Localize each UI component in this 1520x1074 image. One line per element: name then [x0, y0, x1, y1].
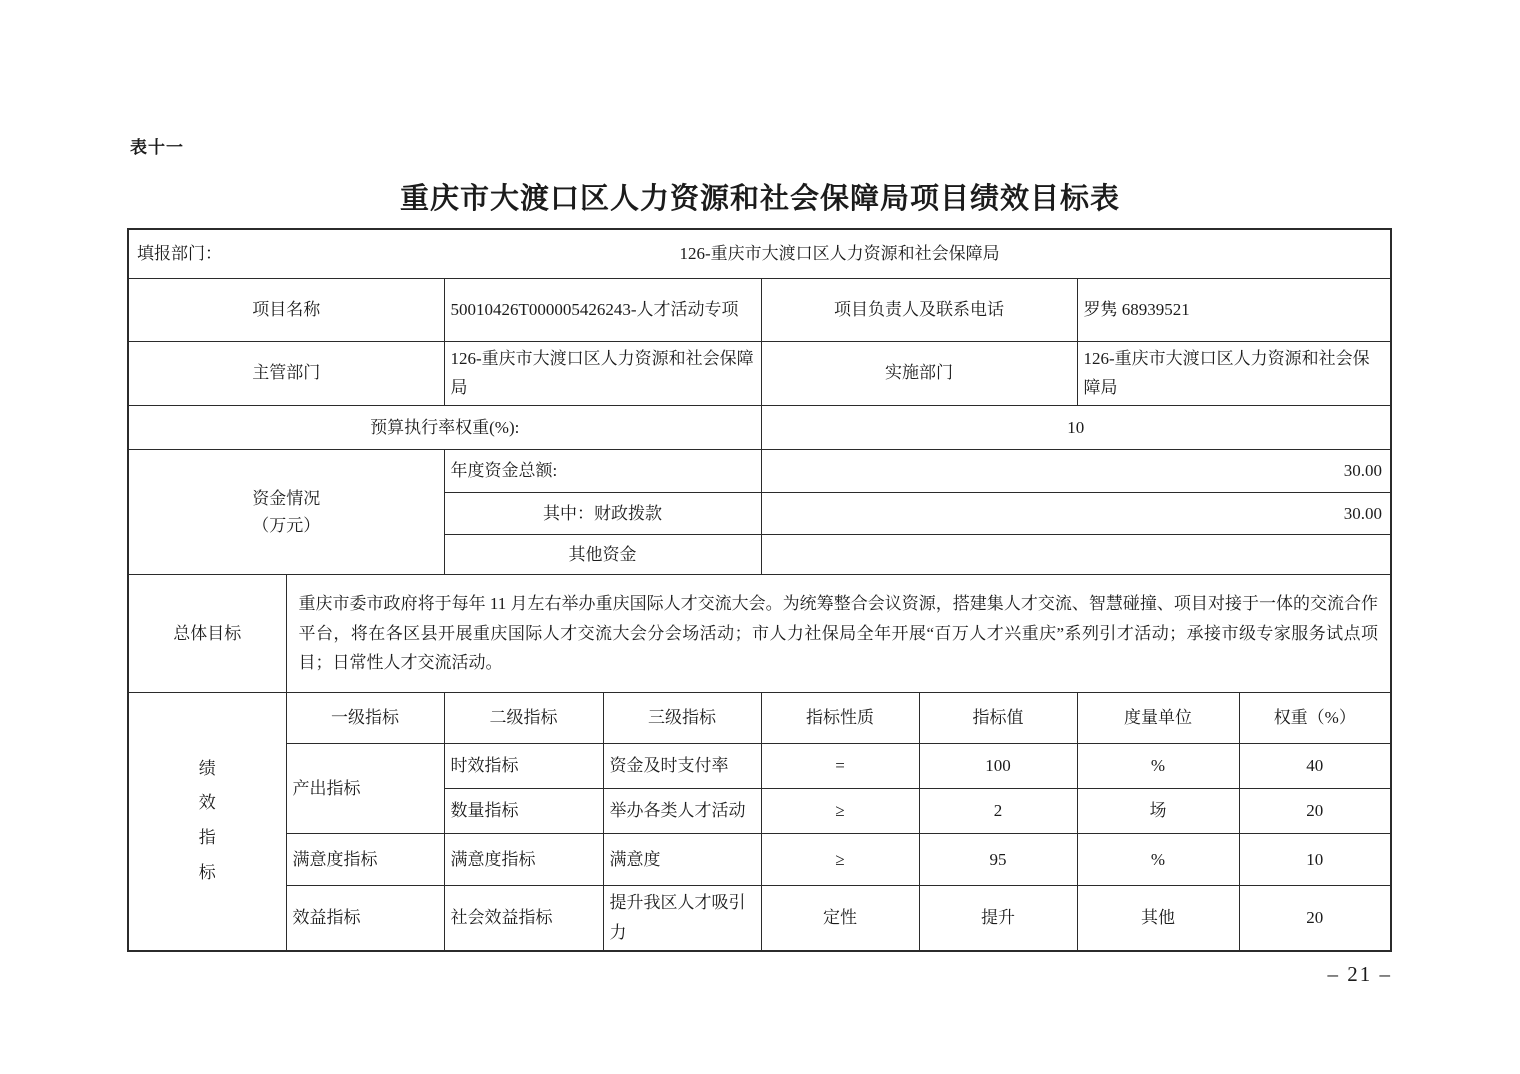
table-row	[128, 450, 1391, 493]
header-level2: 二级指标	[444, 693, 603, 744]
funding-total-value: 30.00	[761, 450, 1391, 493]
indicator-nature: =	[761, 744, 919, 789]
header-unit: 度量单位	[1077, 693, 1239, 744]
indicator-unit: %	[1077, 834, 1239, 886]
indicators-group-label-text: 绩效指标	[198, 758, 216, 883]
page-title: 重庆市大渡口区人力资源和社会保障局项目绩效目标表	[399, 183, 1120, 215]
indicator-level3: 举办各类人才活动	[603, 789, 761, 834]
table-number-label: 表十一	[130, 138, 184, 157]
reporting-dept-label: 填报部门：	[137, 243, 222, 263]
table-row	[128, 744, 1391, 789]
overall-goal-text: 重庆市委市政府将于每年 11 月左右举办重庆国际人才交流大会。为统筹整合会议资源，搭建集人才交流、智慧碰撞、项目对接于一体的交流合作平台，将在各区县开展重庆国际人才交流大会分会场活动；市人力社保局全年开展“百万人才兴重庆”系列引才活动；承接市级专家服务试点项目；日常性人才交流活动。	[286, 575, 1391, 693]
page-number: – 21 –	[1327, 962, 1392, 986]
indicator-unit: %	[1077, 744, 1239, 789]
reporting-dept-cell	[128, 229, 1391, 278]
indicator-value: 95	[919, 834, 1077, 886]
performance-target-table	[127, 228, 1392, 952]
header-weight: 权重（%）	[1239, 693, 1391, 744]
indicator-level1: 效益指标	[286, 886, 444, 951]
indicator-level2: 社会效益指标	[444, 886, 603, 951]
project-leader-value: 罗隽 68939521	[1077, 278, 1391, 341]
funding-other-label: 其他资金	[444, 535, 761, 575]
funding-fiscal-label: 其中：财政拨款	[444, 493, 761, 535]
header-level3: 三级指标	[603, 693, 761, 744]
reporting-dept-value: 126-重庆市大渡口区人力资源和社会保障局	[679, 243, 1000, 263]
indicator-value: 100	[919, 744, 1077, 789]
indicator-level3: 提升我区人才吸引力	[603, 886, 761, 951]
table-row	[128, 575, 1391, 693]
implement-dept-value: 126-重庆市大渡口区人力资源和社会保障局	[1077, 341, 1391, 406]
header-level1: 一级指标	[286, 693, 444, 744]
indicator-level2: 时效指标	[444, 744, 603, 789]
indicator-nature: ≥	[761, 789, 919, 834]
indicator-unit: 场	[1077, 789, 1239, 834]
header-nature: 指标性质	[761, 693, 919, 744]
funding-total-label: 年度资金总额:	[444, 450, 761, 493]
funding-group-label-line1: 资金情况	[252, 488, 321, 508]
indicator-level2: 数量指标	[444, 789, 603, 834]
budget-rate-value: 10	[761, 406, 1391, 450]
indicator-weight: 20	[1239, 789, 1391, 834]
header-value: 指标值	[919, 693, 1077, 744]
funding-group-label-line2: （万元）	[252, 516, 321, 535]
supervisor-dept-label: 主管部门	[128, 341, 444, 406]
indicator-nature: 定性	[761, 886, 919, 951]
project-name-value: 50010426T000005426243-人才活动专项	[444, 278, 761, 341]
table-row	[128, 229, 1391, 278]
funding-group-label	[128, 450, 444, 575]
indicator-nature: ≥	[761, 834, 919, 886]
indicator-weight: 40	[1239, 744, 1391, 789]
table-row	[128, 834, 1391, 886]
indicator-level3: 满意度	[603, 834, 761, 886]
indicator-level1: 产出指标	[286, 744, 444, 834]
indicator-weight: 10	[1239, 834, 1391, 886]
overall-goal-label: 总体目标	[128, 575, 286, 693]
supervisor-dept-value: 126-重庆市大渡口区人力资源和社会保障局	[444, 341, 761, 406]
funding-other-value	[761, 535, 1391, 575]
table-row	[128, 278, 1391, 341]
budget-rate-label: 预算执行率权重(%):	[128, 406, 761, 450]
table-row	[128, 886, 1391, 951]
indicator-value: 2	[919, 789, 1077, 834]
indicator-weight: 20	[1239, 886, 1391, 951]
indicator-level2: 满意度指标	[444, 834, 603, 886]
indicator-value: 提升	[919, 886, 1077, 951]
table-row	[128, 406, 1391, 450]
indicator-level3: 资金及时支付率	[603, 744, 761, 789]
indicator-unit: 其他	[1077, 886, 1239, 951]
project-leader-label: 项目负责人及联系电话	[761, 278, 1077, 341]
table-row	[128, 341, 1391, 406]
implement-dept-label: 实施部门	[761, 341, 1077, 406]
table-row	[128, 693, 1391, 744]
funding-fiscal-value: 30.00	[761, 493, 1391, 535]
project-name-label: 项目名称	[128, 278, 444, 341]
indicators-group-label	[128, 693, 286, 951]
indicator-level1: 满意度指标	[286, 834, 444, 886]
